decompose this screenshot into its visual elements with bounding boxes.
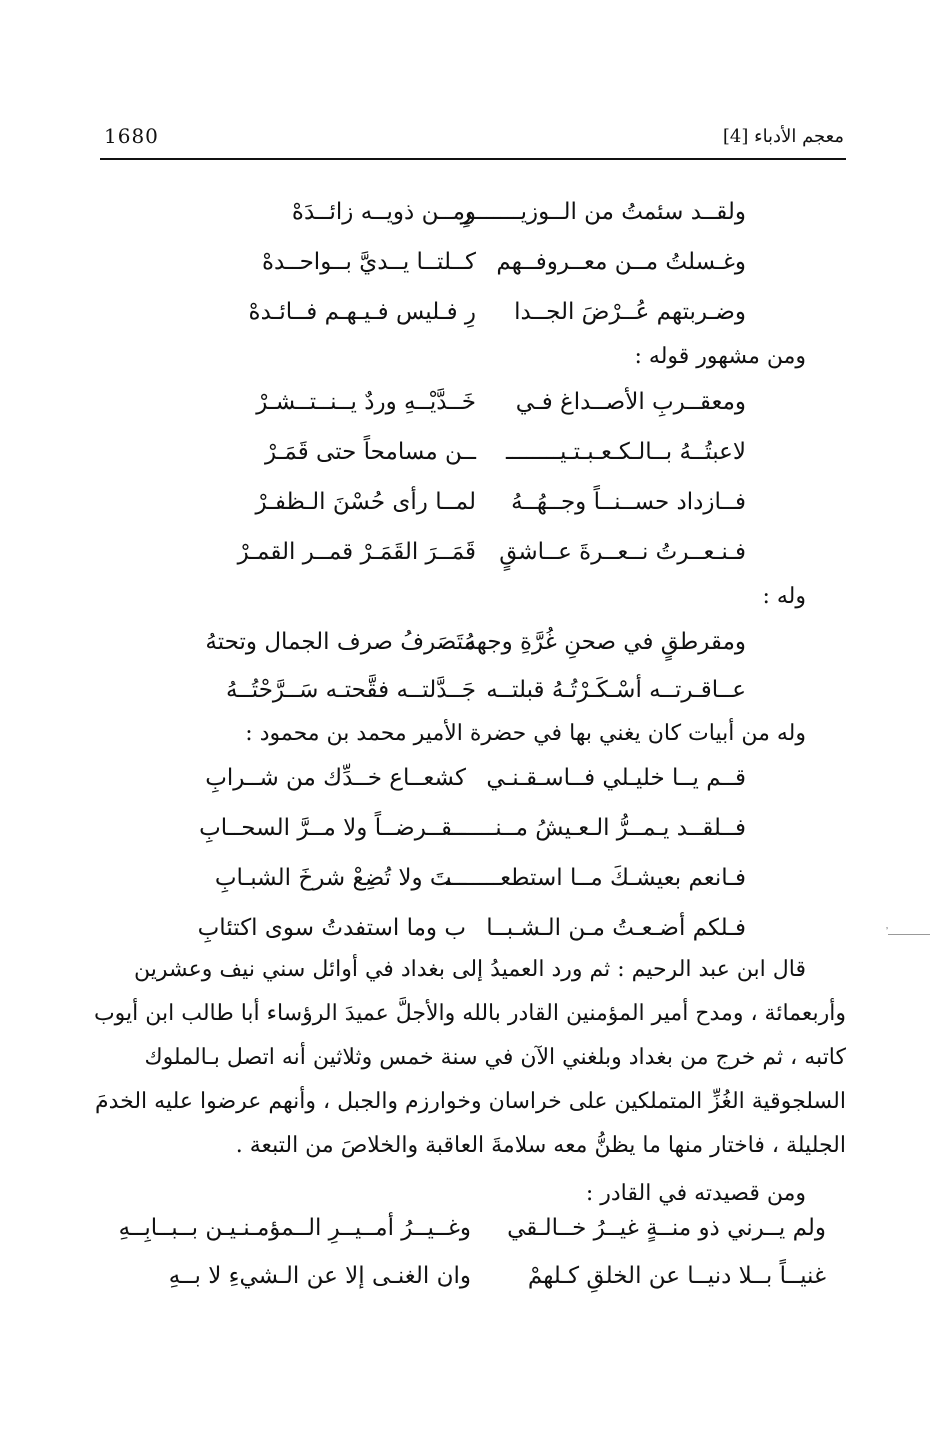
verse-second-hemistich: ــتَ ولا تُضِعْ شرخَ الشبـابِ	[214, 865, 466, 891]
verse-first-hemistich: قــم يــا خليـلي فــاسـقـنـي	[486, 765, 746, 791]
verse-first-hemistich: ومعقــربِ الأصــداغ فـي	[515, 389, 746, 415]
verse-line	[100, 430, 746, 474]
page-number: 1680	[104, 124, 159, 148]
verse-second-hemistich: ومــن ذويــه زائــدَهْ	[291, 199, 476, 225]
verse-first-hemistich: فـانعم بعيشـكَ مــا استطعــــــــ	[446, 865, 746, 891]
verse-first-hemistich: فــلقــد يـمــرُّ الـعـيشُ مــنـــــــ	[448, 815, 746, 841]
verse-line	[100, 290, 746, 334]
verse-second-hemistich: ــقــرضــاً ولا مــرَّ السحــابِ	[199, 815, 466, 841]
verse-second-hemistich: مُتَصَرفُ صرف الجمال وتحتهُ	[205, 629, 476, 655]
verse-line	[100, 240, 746, 284]
margin-mark-dot: ᾿	[884, 926, 890, 940]
verse-first-hemistich: عــاقـرتــه أسْـكَـرْتُـهُ قبلتــه	[486, 677, 746, 703]
verse-line	[100, 756, 746, 800]
verse-introduction: وله من أبيات كان يغني بها في حضرة الأمير محمد بن محمود :	[245, 721, 806, 746]
verse-first-hemistich: وغـسلتُ مــن معــروفــهم	[496, 249, 746, 275]
verse-second-hemistich: ب وما استفدتُ سوى اكتئابِ	[197, 915, 466, 941]
verse-line	[100, 668, 746, 712]
verse-line	[100, 906, 746, 950]
verse-second-hemistich: جَــدَّلتــه فقَّحتـه سَــرَّحْتُــهُ	[225, 677, 476, 703]
verse-line	[100, 380, 746, 424]
verse-first-hemistich: لاعبتُــهُ بــالـكـعـبـتـيــــــــ	[506, 439, 746, 465]
paragraph-line: السلجوقية الغُزِّ المتملكين على خراسان وخوارزم والجبل ، وأنهم عرضوا عليه الخدمَ	[94, 1089, 846, 1114]
verse-line	[100, 806, 746, 850]
verse-introduction: ومن مشهور قوله :	[634, 344, 806, 369]
verse-first-hemistich: ولقــد سئمتُ من الــوزيـــــــرِ	[460, 199, 746, 225]
verse-first-hemistich: وضـربتهم عُــرْضَ الجــدا	[514, 299, 746, 325]
verse-second-hemistich: خَــدَّيْــهِ وردٌ يــنــتــشـرْ	[256, 389, 476, 415]
paragraph-line: كاتبه ، ثم خرج من بغداد وبلغني الآن في سنة خمس وثلاثين أنه اتصل بـالملوك	[144, 1045, 846, 1070]
verse-second-hemistich: كــلتــا يــديَّ بــواحــدهْ	[261, 249, 476, 275]
verse-introduction: ومن قصيدته في القادر :	[585, 1181, 806, 1206]
verse-first-hemistich: ومقرطقٍ في صحنِ غُرَّةِ وجهه	[464, 629, 746, 655]
header-rule	[100, 158, 846, 160]
verse-introduction: وله :	[762, 584, 806, 609]
running-title: معجم الأدباء [4]	[722, 126, 844, 147]
verse-line	[100, 1254, 826, 1298]
paragraph-line: وأربعمائة ، ومدح أمير المؤمنين القادر بالله والأجلَّ عميدَ الرؤساء أبا طالب ابن أيوب	[93, 1001, 846, 1026]
verse-line	[100, 480, 746, 524]
verse-second-hemistich: كشعــاع خــدِّك من شــرابِ	[205, 765, 466, 791]
paragraph-line: الجليلة ، فاختار منها ما يظنُّ معه سلامةَ العاقبة والخلاصَ من التبعة .	[235, 1133, 846, 1158]
paragraph-line: قال ابن عبد الرحيم : ثم ورد العميدُ إلى بغداد في أوائل سني نيف وعشرين	[134, 957, 806, 982]
verse-first-hemistich: فـنـعــرتُ نــعــرةَ عــاشقٍ	[499, 539, 746, 565]
verse-line	[100, 190, 746, 234]
verse-second-hemistich: ــن مسامحاً حتى قَمَـرْ	[265, 439, 476, 465]
verse-first-hemistich: فـلكم أضـعـتُ مـن الـشـبــا	[486, 915, 746, 941]
verse-line	[100, 1206, 826, 1250]
verse-second-hemistich: رِ فـليس فـيـهـم فــائـدهْ	[248, 299, 476, 325]
verse-first-hemistich: فــازداد حســنــاً وجــهُــهُ	[511, 489, 746, 515]
verse-second-hemistich: وغــيــرُ أمــيــرِ الــمؤمـنـيـن بــبــابِــهِ	[118, 1215, 471, 1241]
verse-second-hemistich: قَمَــرَ القَمَـرْ قمــر القمـرْ	[237, 539, 476, 565]
margin-mark-line	[888, 934, 930, 935]
verse-second-hemistich: لمــا رأى حُسْنَ الـظفـرْ	[255, 489, 476, 515]
verse-first-hemistich: غنيــاً بــلا دنيــا عن الخلقِ كـلهمْ	[527, 1263, 826, 1289]
verse-line	[100, 856, 746, 900]
verse-line	[100, 620, 746, 664]
verse-first-hemistich: ولم يــرني ذو منــةٍ غيــرُ خــالـقي	[507, 1215, 826, 1241]
verse-line	[100, 530, 746, 574]
verse-second-hemistich: وان الغنـى إلا عن الـشيءِ لا بــهِ	[168, 1263, 471, 1289]
